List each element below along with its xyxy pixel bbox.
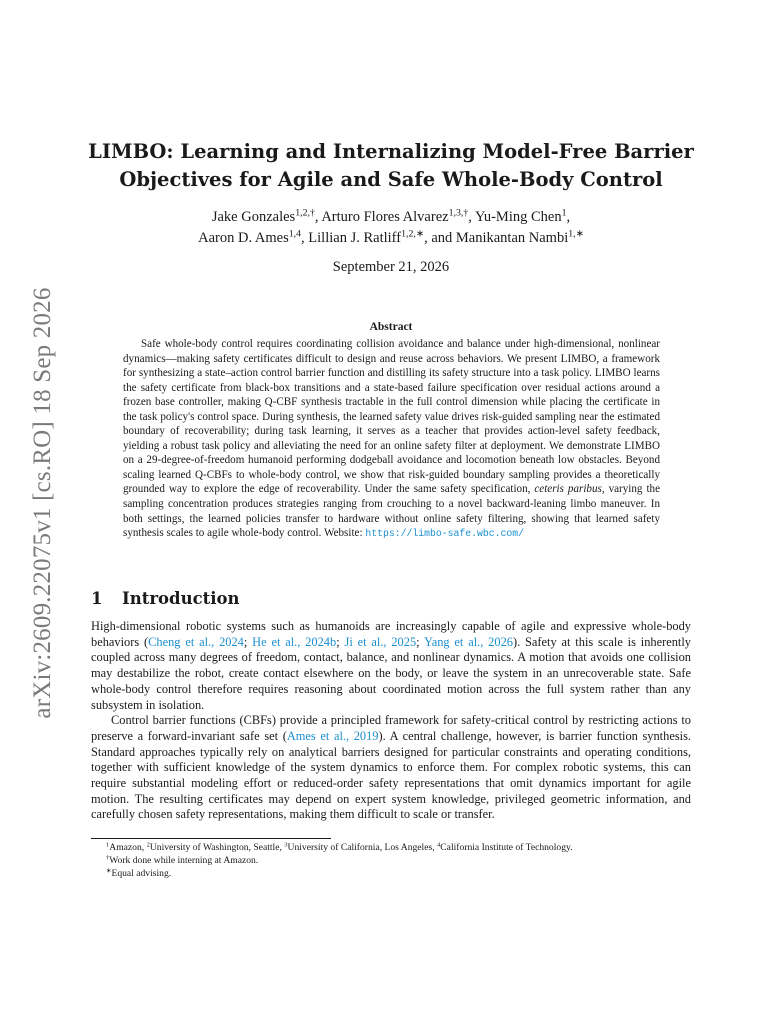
footnote-internship bbox=[106, 854, 706, 867]
footnote-marker: 4 bbox=[437, 841, 441, 849]
title-line-2: Objectives for Agile and Safe Whole-Body Control bbox=[119, 168, 663, 191]
author-list bbox=[80, 207, 702, 249]
footnote-text: Work done while interning at Amazon. bbox=[109, 855, 259, 867]
footnote-text: Equal advising. bbox=[111, 868, 172, 880]
citation-link[interactable]: Cheng et al., 2024 bbox=[148, 634, 244, 649]
citation-link[interactable]: Ji et al., 2025 bbox=[344, 634, 417, 649]
affiliation-marker: 1,3,† bbox=[448, 207, 469, 219]
affiliation-marker: 1,4 bbox=[288, 228, 302, 240]
citation-separator: ; bbox=[336, 634, 345, 649]
paragraph-text: High-dimensional robotic systems such as humanoids are increasingly capable of agile and expressive whole-body behaviors ( bbox=[91, 619, 691, 649]
footnote-affiliations bbox=[106, 841, 706, 854]
footnote-text: University of Washington, Seattle, bbox=[149, 842, 285, 853]
section-title: Introduction bbox=[122, 589, 240, 608]
separator: , bbox=[301, 230, 309, 246]
section-heading bbox=[91, 589, 240, 608]
abstract-italic-phrase: ceteris paribus bbox=[534, 483, 602, 496]
separator: , and bbox=[424, 230, 456, 246]
section-number: 1 bbox=[91, 589, 103, 608]
paragraph-text: ). A central challenge, however, is barrier function synthesis. Standard approaches typically rely on analytical barriers designed for particular constraints and operating conditions, together with sufficient knowledge of the system dynamics to enforce them. For complex robotic systems, this can require substantial modeling effort or reduced-order safety representations that omit dynamics important for agile motion. The resulting certificates may depend on expert system knowledge, privileged geometric information, and carefully chosen safety representations, making them difficult to scale or transfer. bbox=[91, 728, 692, 822]
separator: , bbox=[566, 209, 571, 225]
footnote-text: California Institute of Technology. bbox=[440, 842, 573, 853]
footnote-marker: † bbox=[106, 854, 110, 862]
publication-date: September 21, 2026 bbox=[332, 259, 450, 275]
paragraph-1 bbox=[91, 619, 691, 713]
author-name: Arturo Flores Alvarez bbox=[321, 209, 449, 225]
separator: , bbox=[468, 209, 475, 225]
arxiv-stamp-text: arXiv:2609.22075v1 [cs.RO] 18 Sep 2026 bbox=[29, 287, 56, 719]
footnote-marker: 3 bbox=[284, 841, 288, 849]
abstract-body bbox=[123, 337, 660, 542]
author-line-1 bbox=[80, 207, 702, 228]
paragraph-text: Control barrier functions (CBFs) provide a principled framework for safety-critical control by restricting actions to preserve a forward-invariant safe set ( bbox=[91, 713, 691, 743]
citation-link[interactable]: Ames et al., 2019 bbox=[286, 728, 379, 743]
citation-link[interactable]: He et al., 2024b bbox=[252, 634, 337, 649]
affiliation-marker: 1,2,† bbox=[295, 207, 315, 219]
paragraph-2 bbox=[91, 713, 691, 823]
abstract-text-tail: , varying the sampling concentration produces strategies ranging from crouching to a novel backward-leaning limbo maneuver. In both settings, the learned policies transfer to hardware without online safety filtering, showing that learned safety synthesis scales to agile whole-body control. Website: bbox=[123, 483, 660, 540]
author-name: Yu-Ming Chen bbox=[474, 209, 562, 225]
author-name: Aaron D. Ames bbox=[198, 230, 289, 246]
affiliation-marker: 1 bbox=[561, 207, 567, 219]
affiliation-marker: 1,∗ bbox=[568, 228, 584, 240]
author-name: Jake Gonzales bbox=[211, 209, 296, 225]
author-line-2 bbox=[80, 228, 702, 249]
separator: , bbox=[314, 209, 322, 225]
footnote-equal-advising bbox=[106, 867, 706, 880]
abstract-heading: Abstract bbox=[369, 321, 413, 333]
footnote-text: University of California, Los Angeles, bbox=[287, 842, 438, 853]
abstract-text: Safe whole-body control requires coordinating collision avoidance and balance under high-dimensional, nonlinear dynamics—making safety certificates difficult to design and reuse across behaviors. We present LIMBO, a framework for synthesizing a state–action control barrier function and distilling its safety structure into a task policy. LIMBO learns the safety certificate from black-box transitions and a state-based failure specification over residual actions around a frozen base controller, making Q-CBF synthesis tractable in the full control dimension while placing the certificate in the task policy's control space. During synthesis, the learned safety value drives risk-guided sampling near the estimated boundary of recoverability; during task learning, it serves as a teacher that provides action-level safety feedback, yielding a robust task policy and alleviating the need for an online safety filter at deployment. We demonstrate LIMBO on a 29-degree-of-freedom humanoid performing dodgeball avoidance and locomotion beneath low obstacles. Beyond scaling learned Q-CBFs to whole-body control, we show that risk-guided boundary sampling provides a theoretically grounded way to explore the edge of recoverability. Under the same safety specification, bbox=[123, 338, 660, 496]
introduction-body bbox=[91, 619, 691, 823]
footnote-marker: 1 bbox=[106, 841, 110, 849]
arxiv-stamp bbox=[26, 280, 60, 726]
footnote-marker: ∗ bbox=[106, 867, 112, 875]
footnote-text: Amazon, bbox=[109, 842, 147, 853]
author-name: Manikantan Nambi bbox=[455, 230, 569, 246]
citation-separator: ; bbox=[416, 634, 424, 649]
citation-separator: ; bbox=[243, 634, 253, 649]
footnote-marker: 2 bbox=[146, 841, 150, 849]
title-line-1: LIMBO: Learning and Internalizing Model-Free Barrier bbox=[88, 140, 694, 163]
paragraph-text: ). Safety at this scale is inherently coupled across many degrees of freedom, contact, balance, and nonlinear dynamics. A motion that avoids one collision may destabilize the robot, create contact elsewhere on the body, or leave the system in an unrecoverable state. Safe whole-body control therefore requires reasoning about coordinated motion across the full system rather than any subsystem in isolation. bbox=[91, 634, 691, 712]
author-name: Lillian J. Ratliff bbox=[308, 230, 402, 246]
footnote-rule bbox=[91, 838, 331, 839]
footnotes bbox=[106, 841, 706, 881]
affiliation-marker: 1,2,∗ bbox=[401, 228, 425, 240]
website-link[interactable]: https://limbo-safe.wbc.com/ bbox=[365, 528, 525, 540]
citation-link[interactable]: Yang et al., 2026 bbox=[423, 634, 513, 649]
paper-title bbox=[80, 138, 702, 194]
